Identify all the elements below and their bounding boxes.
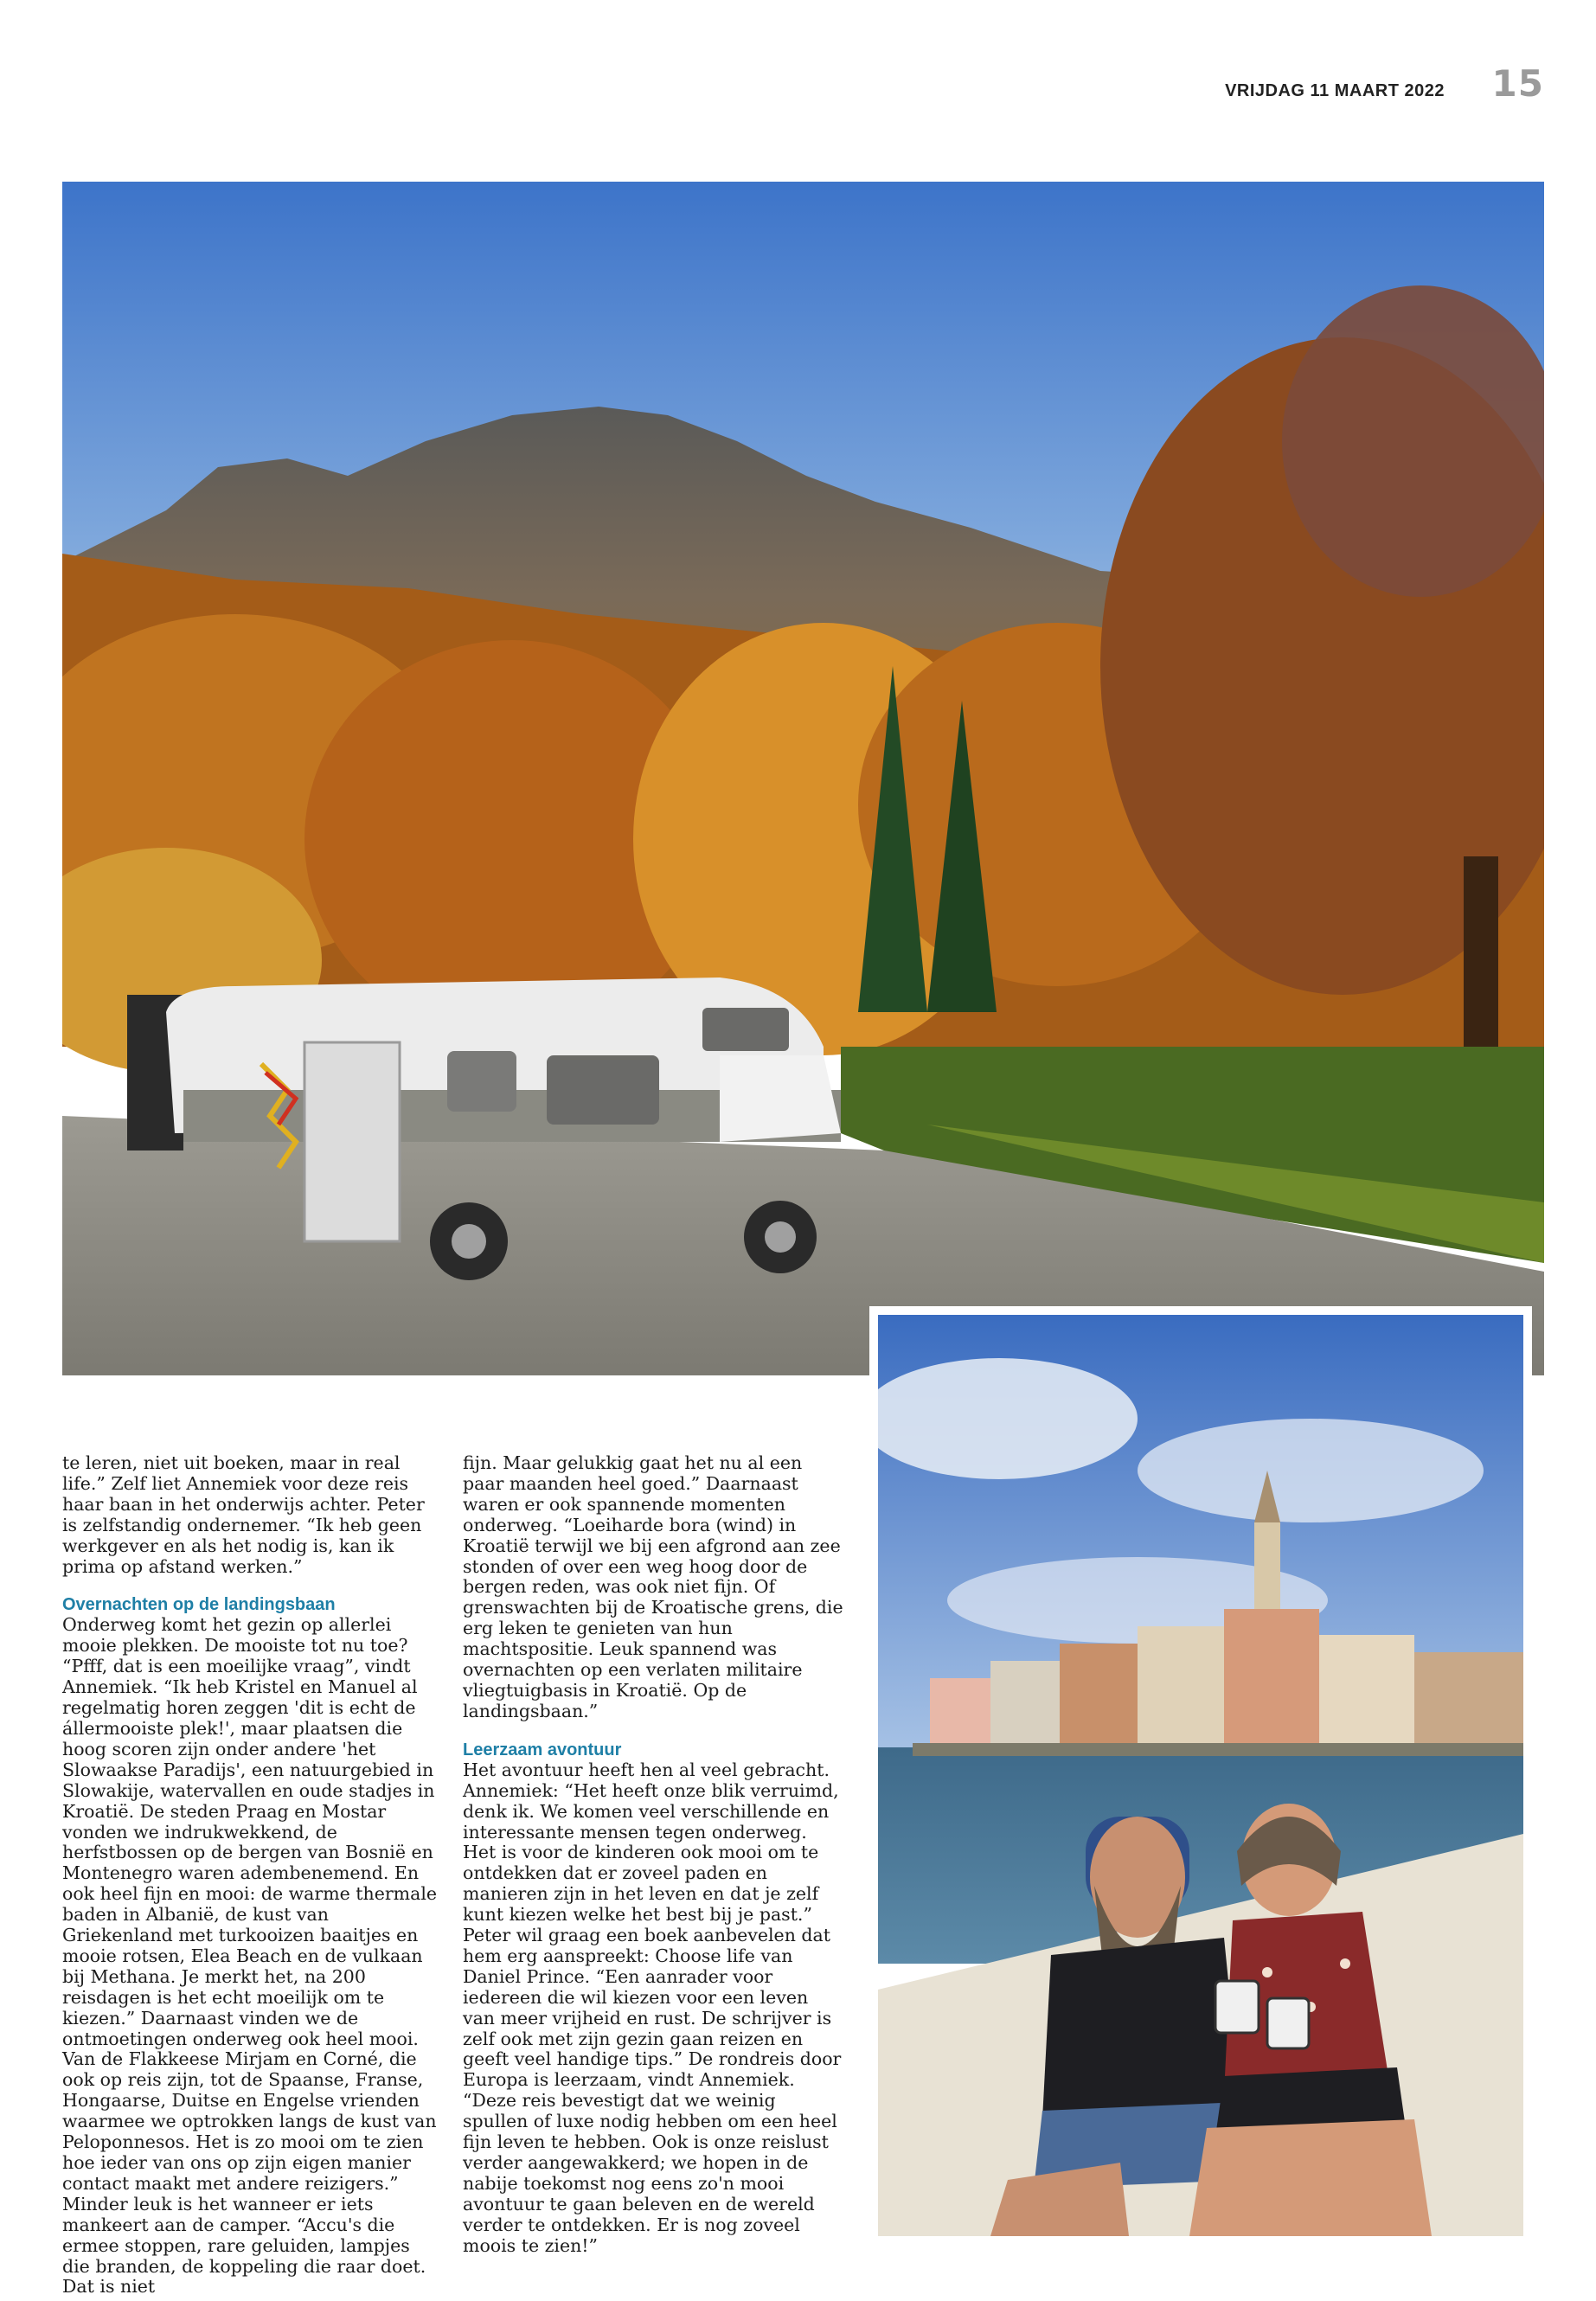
couple-rovinj-harbour-photo — [878, 1315, 1523, 2236]
hero-photo-illustration — [62, 182, 1544, 1375]
subheading-overnachten: Overnachten op de landingsbaan — [62, 1595, 336, 1615]
col1-paragraph-1: te leren, niet uit boeken, maar in real life.” Zelf liet Annemiek voor deze reis haar baan in het onderwijs achter. Peter is zelfstandig ondernemer. “Ik heb geen werkgever en als het nodig is, kan ik prima op afstand werken.” — [62, 1452, 425, 1577]
article-column-2 — [463, 1453, 843, 2257]
publication-date: VRIJDAG 11 MAART 2022 — [1225, 81, 1445, 100]
page-number: 15 — [1491, 62, 1544, 105]
col2-paragraph-1: fijn. Maar gelukkig gaat het nu al een paar maanden heel goed.” Daarnaast waren er ook spannende momenten onderweg. “Loeiharde bora (wind) in Kroatië terwijl we bij een afgrond aan zee stonden of over een weg hoog door de bergen reden, was ook niet fijn. Of grenswachten bij de Kroatische grens, die erg leken te genieten van hun machtspositie. Leuk spannend was overnachten op een verlaten militaire vliegtuigbasis in Kroatië. Op de landingsbaan.” — [463, 1452, 843, 1721]
col2-paragraph-2: Het avontuur heeft hen al veel gebracht. Annemiek: “Het heeft onze blik verruimd, denk ik. We komen veel verschillende en interessante mensen tegen onderweg. Het is voor de kinderen ook mooi om te ontdekken dat er zoveel paden en manieren zijn in het leven en dat je zelf kunt kiezen welke het best bij je past.” Peter wil graag een boek aanbevelen dat hem erg aanspreekt: Choose life van Daniel Prince. “Een aanrader voor iedereen die wil kiezen voor een leven van meer vrijheid en rust. De schrijver is zelf ook met zijn gezin gaan reizen en geeft veel handige tips.” De rondreis door Europa is leerzaam, vindt Annemiek. “Deze reis bevestigt dat we weinig spullen of luxe nodig hebben om een heel fijn leven te hebben. Ook is onze reislust verder aangewakkerd; we hopen in de nabije toekomst nog eens zo'n mooi avontuur te gaan beleven en de wereld verder te ontdekken. Er is nog zoveel moois te zien!” — [463, 1759, 842, 2256]
subheading-leerzaam-avontuur: Leerzaam avontuur — [463, 1740, 622, 1759]
col1-paragraph-2: Onderweg komt het gezin op allerlei mooie plekken. De mooiste tot nu toe? “Pfff, dat is een moeilijke vraag”, vindt Annemiek. “Ik heb Kristel en Manuel al regelmatig horen zeggen 'dit is echt de állermooiste plek!', maar plaatsen die hoog scoren zijn onder andere 'het Slowaakse Paradijs', een natuurgebied in Slowakije, watervallen en oude stadjes in Kroatië. De steden Praag en Mostar vonden we indrukwekkend, de herfstbossen op de bergen van Bosnië en Montenegro waren adembenemend. En ook heel fijn en mooi: de warme thermale baden in Albanië, de kust van Griekenland met turkooizen baaitjes en mooie rotsen, Elea Beach en de vulkaan bij Methana. Je merkt het, na 200 reisdagen is het echt moeilijk om te kiezen.” Daarnaast vinden we de ontmoetingen onderweg ook heel mooi. Van de Flakkeese Mirjam en Corné, die ook op reis zijn, tot de Spaanse, Franse, Hongaarse, Duitse en Engelse vrienden waarmee we optrokken langs de kust van Peloponnesos. Het is zo mooi om te zien hoe ieder van ons op zijn eigen manier contact maakt met andere reizigers.” Minder leuk is het wanneer er iets mankeert aan de camper. “Accu's die ermee stoppen, rare geluiden, lampjes die branden, de koppeling die raar doet. Dat is niet — [62, 1614, 438, 2298]
article-column-1 — [62, 1453, 439, 2298]
inset-photo-illustration — [878, 1315, 1523, 2236]
camper-autumn-mountain-photo — [62, 182, 1544, 1375]
